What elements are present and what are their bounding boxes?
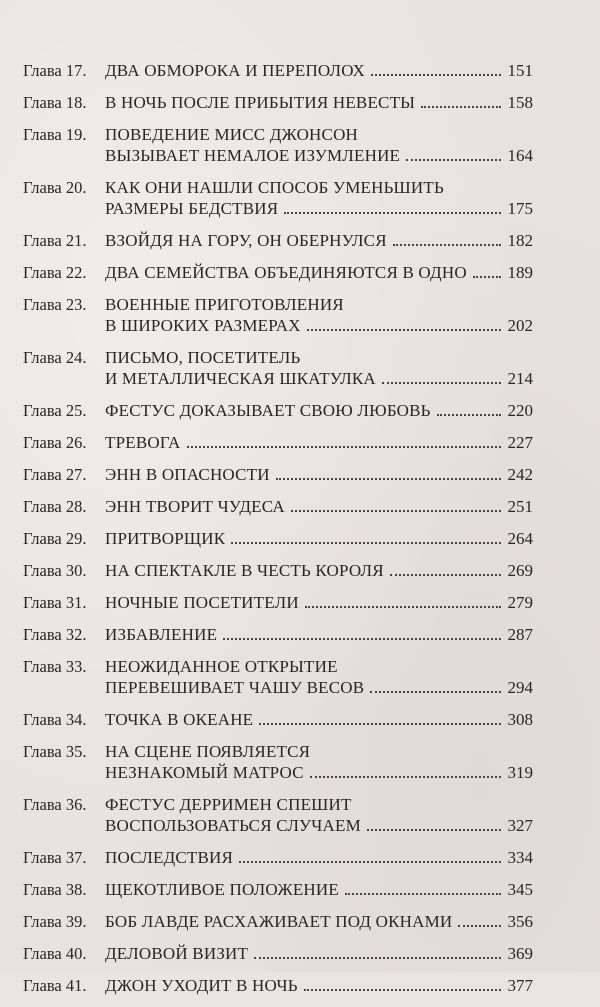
- page-number: 279: [507, 593, 533, 612]
- page-number: 164: [507, 146, 533, 165]
- chapter-number: Глава 32.: [23, 625, 87, 644]
- toc-entry: [23, 656, 533, 698]
- chapter-title: ВЫЗЫВАЕТ НЕМАЛОЕ ИЗУМЛЕНИЕ: [105, 146, 401, 165]
- chapter-title: ТРЕВОГА: [105, 433, 181, 452]
- chapter-title: НА СПЕКТАКЛЕ В ЧЕСТЬ КОРОЛЯ: [105, 561, 384, 580]
- chapter-title: ЩЕКОТЛИВОЕ ПОЛОЖЕНИЕ: [105, 880, 339, 899]
- toc-line: [23, 432, 533, 453]
- toc-entry: [23, 879, 533, 900]
- chapter-number: Глава 40.: [23, 944, 87, 963]
- toc-entry: [23, 124, 533, 166]
- chapter-number: Глава 27.: [23, 465, 87, 484]
- toc-entry: [23, 911, 533, 932]
- chapter-number: Глава 25.: [23, 401, 87, 420]
- chapter-number: Глава 41.: [23, 976, 87, 995]
- page-number: 251: [507, 497, 533, 516]
- toc-line: [23, 656, 533, 677]
- toc-line: [23, 230, 533, 251]
- chapter-title: ПОВЕДЕНИЕ МИСС ДЖОНСОН: [105, 125, 359, 144]
- toc-entry: [23, 560, 533, 581]
- chapter-number: Глава 33.: [23, 657, 87, 676]
- table-of-contents: [23, 60, 533, 1007]
- chapter-number: Глава 38.: [23, 880, 87, 899]
- chapter-number: Глава 19.: [23, 125, 87, 144]
- page-number: 220: [507, 401, 533, 420]
- page-number: 151: [507, 61, 533, 80]
- chapter-title: ДВА СЕМЕЙСТВА ОБЪЕДИНЯЮТСЯ В ОДНО: [105, 263, 467, 282]
- toc-line: [23, 347, 533, 368]
- chapter-title: БОБ ЛАВДЕ РАСХАЖИВАЕТ ПОД ОКНАМИ: [105, 912, 453, 931]
- page-number: 182: [507, 231, 533, 250]
- page-number: 269: [507, 561, 533, 580]
- dot-leader: [254, 957, 501, 959]
- chapter-number: Глава 30.: [23, 561, 87, 580]
- toc-entry: [23, 794, 533, 836]
- page-number: 242: [507, 465, 533, 484]
- dot-leader: [284, 212, 501, 214]
- toc-line: [23, 592, 533, 613]
- chapter-number: Глава 26.: [23, 433, 87, 452]
- toc-entry: [23, 496, 533, 517]
- chapter-number: Глава 31.: [23, 593, 87, 612]
- chapter-title: ПОСЛЕДСТВИЯ: [105, 848, 234, 867]
- toc-line: [23, 528, 533, 549]
- chapter-title: ПРИТВОРЩИК: [105, 529, 226, 548]
- toc-entry: [23, 943, 533, 964]
- chapter-title: ТОЧКА В ОКЕАНЕ: [105, 710, 254, 729]
- toc-line: [23, 741, 533, 762]
- page-number: 227: [507, 433, 533, 452]
- toc-line: [23, 177, 533, 198]
- chapter-title: НОЧНЫЕ ПОСЕТИТЕЛИ: [105, 593, 299, 612]
- dot-leader: [310, 776, 501, 778]
- dot-leader: [367, 829, 501, 831]
- toc-entry: [23, 624, 533, 645]
- page-number: 345: [507, 880, 533, 899]
- toc-line: [23, 879, 533, 900]
- dot-leader: [259, 723, 501, 725]
- chapter-title: НЕОЖИДАННОЕ ОТКРЫТИЕ: [105, 657, 338, 676]
- page-number: 319: [507, 763, 533, 782]
- page-number: 175: [507, 199, 533, 218]
- toc-line: [23, 124, 533, 145]
- dot-leader: [291, 510, 501, 512]
- page-number: 202: [507, 316, 533, 335]
- page-number: 214: [507, 369, 533, 388]
- dot-leader: [345, 893, 501, 895]
- toc-entry: [23, 347, 533, 389]
- toc-line: [23, 975, 533, 996]
- dot-leader: [393, 244, 501, 246]
- page-number: 334: [507, 848, 533, 867]
- toc-line: [23, 262, 533, 283]
- dot-leader: [187, 446, 502, 448]
- chapter-title: ПИСЬМО, ПОСЕТИТЕЛЬ: [105, 348, 301, 367]
- chapter-number: Глава 23.: [23, 295, 87, 314]
- dot-leader: [276, 478, 501, 480]
- toc-line: [23, 943, 533, 964]
- toc-line: [23, 709, 533, 730]
- toc-line: [23, 560, 533, 581]
- dot-leader: [307, 329, 501, 331]
- chapter-number: Глава 37.: [23, 848, 87, 867]
- chapter-title: ФЕСТУС ДЕРРИМЕН СПЕШИТ: [105, 795, 352, 814]
- chapter-number: Глава 36.: [23, 795, 87, 814]
- dot-leader: [305, 606, 501, 608]
- toc-entry: [23, 432, 533, 453]
- dot-leader: [421, 106, 501, 108]
- chapter-title: В НОЧЬ ПОСЛЕ ПРИБЫТИЯ НЕВЕСТЫ: [105, 93, 416, 112]
- page-number: 327: [507, 816, 533, 835]
- chapter-title: ВОЕННЫЕ ПРИГОТОВЛЕНИЯ: [105, 295, 344, 314]
- toc-entry: [23, 464, 533, 485]
- chapter-number: Глава 24.: [23, 348, 87, 367]
- dot-leader: [382, 382, 501, 384]
- toc-entry: [23, 847, 533, 868]
- toc-entry: [23, 592, 533, 613]
- page-number: 369: [507, 944, 533, 963]
- dot-leader: [437, 414, 501, 416]
- toc-line: [23, 145, 533, 166]
- dot-leader: [239, 861, 501, 863]
- chapter-number: Глава 34.: [23, 710, 87, 729]
- chapter-number: Глава 35.: [23, 742, 87, 761]
- page-number: 294: [507, 678, 533, 697]
- dot-leader: [390, 574, 501, 576]
- chapter-title: ПЕРЕВЕШИВАЕТ ЧАШУ ВЕСОВ: [105, 678, 365, 697]
- chapter-number: Глава 17.: [23, 61, 87, 80]
- chapter-number: Глава 22.: [23, 263, 87, 282]
- chapter-title: В ШИРОКИХ РАЗМЕРАХ: [105, 316, 301, 335]
- dot-leader: [458, 925, 501, 927]
- page-number: 377: [507, 976, 533, 995]
- toc-entry: [23, 400, 533, 421]
- toc-entry: [23, 230, 533, 251]
- toc-line: [23, 315, 533, 336]
- chapter-number: Глава 39.: [23, 912, 87, 931]
- toc-line: [23, 911, 533, 932]
- toc-line: [23, 464, 533, 485]
- toc-line: [23, 60, 533, 81]
- toc-line: [23, 762, 533, 783]
- toc-entry: [23, 709, 533, 730]
- chapter-title: ФЕСТУС ДОКАЗЫВАЕТ СВОЮ ЛЮБОВЬ: [105, 401, 431, 420]
- chapter-number: Глава 29.: [23, 529, 87, 548]
- toc-entry: [23, 60, 533, 81]
- chapter-title: КАК ОНИ НАШЛИ СПОСОБ УМЕНЬШИТЬ: [105, 178, 444, 197]
- toc-entry: [23, 92, 533, 113]
- toc-line: [23, 368, 533, 389]
- dot-leader: [370, 691, 501, 693]
- chapter-title: НЕЗНАКОМЫЙ МАТРОС: [105, 763, 304, 782]
- chapter-title: ДВА ОБМОРОКА И ПЕРЕПОЛОХ: [105, 61, 365, 80]
- toc-entry: [23, 177, 533, 219]
- dot-leader: [406, 159, 501, 161]
- page-number: 158: [507, 93, 533, 112]
- chapter-number: Глава 21.: [23, 231, 87, 250]
- toc-line: [23, 815, 533, 836]
- page-number: 287: [507, 625, 533, 644]
- chapter-title: ЭНН В ОПАСНОСТИ: [105, 465, 270, 484]
- toc-entry: [23, 741, 533, 783]
- chapter-title: ДЖОН УХОДИТ В НОЧЬ: [105, 976, 298, 995]
- page-number: 189: [507, 263, 533, 282]
- toc-line: [23, 624, 533, 645]
- toc-line: [23, 400, 533, 421]
- dot-leader: [304, 989, 501, 991]
- chapter-number: Глава 18.: [23, 93, 87, 112]
- toc-entry: [23, 294, 533, 336]
- toc-line: [23, 677, 533, 698]
- toc-line: [23, 794, 533, 815]
- dot-leader: [231, 542, 501, 544]
- chapter-title: РАЗМЕРЫ БЕДСТВИЯ: [105, 199, 279, 218]
- chapter-title: ВЗОЙДЯ НА ГОРУ, ОН ОБЕРНУЛСЯ: [105, 231, 387, 250]
- chapter-title: ДЕЛОВОЙ ВИЗИТ: [105, 944, 249, 963]
- chapter-number: Глава 20.: [23, 178, 87, 197]
- toc-line: [23, 92, 533, 113]
- page-number: 356: [507, 912, 533, 931]
- toc-line: [23, 496, 533, 517]
- dot-leader: [371, 74, 501, 76]
- chapter-title: И МЕТАЛЛИЧЕСКАЯ ШКАТУЛКА: [105, 369, 376, 388]
- chapter-title: ВОСПОЛЬЗОВАТЬСЯ СЛУЧАЕМ: [105, 816, 361, 835]
- toc-line: [23, 198, 533, 219]
- page-number: 264: [507, 529, 533, 548]
- toc-entry: [23, 262, 533, 283]
- dot-leader: [473, 276, 501, 278]
- chapter-title: НА СЦЕНЕ ПОЯВЛЯЕТСЯ: [105, 742, 311, 761]
- chapter-number: Глава 28.: [23, 497, 87, 516]
- toc-line: [23, 294, 533, 315]
- toc-entry: [23, 528, 533, 549]
- dot-leader: [223, 638, 501, 640]
- toc-line: [23, 847, 533, 868]
- chapter-title: ИЗБАВЛЕНИЕ: [105, 625, 218, 644]
- chapter-title: ЭНН ТВОРИТ ЧУДЕСА: [105, 497, 285, 516]
- toc-entry: [23, 975, 533, 996]
- page-number: 308: [507, 710, 533, 729]
